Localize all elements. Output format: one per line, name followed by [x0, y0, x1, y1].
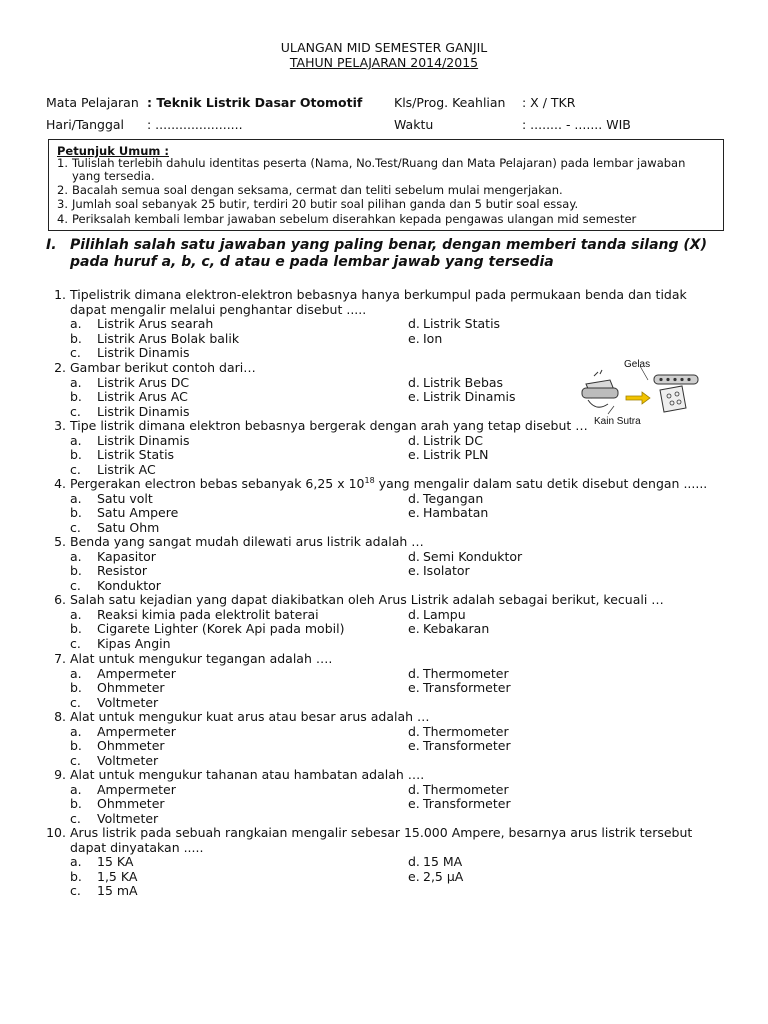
figure-label-glass: Gelas: [624, 359, 651, 370]
instructions-title: Petunjuk Umum :: [57, 144, 169, 158]
academic-year: TAHUN PELAJARAN 2014/2015: [289, 55, 479, 70]
date-label: Hari/Tanggal: [46, 117, 125, 132]
question-number: 4.: [54, 476, 66, 491]
question-number: 3.: [54, 418, 66, 433]
question-text: Pergerakan electron bebas sebanyak 6,25 x $10^{18}$ yang mengalir dalam satu detik disebut dengan ......: [70, 475, 708, 491]
static-electricity-figure: [578, 356, 700, 428]
question-number: 10.: [46, 825, 66, 840]
question-text: Alat untuk mengukur kuat arus atau besar arus adalah …: [70, 709, 430, 724]
date-value: : ......................: [147, 117, 243, 132]
question-text: Arus listrik pada sebuah rangkaian mengalir sebesar 15.000 Ampere, besarnya arus listrik tersebut dapat dinyatakan .....: [70, 825, 693, 855]
question-number: 7.: [54, 651, 66, 666]
instructions-box: Petunjuk Umum : 1. Tulislah terlebih dahulu identitas peserta (Nama, No.Test/Ruang dan Mata Pelajaran) pada lembar jawaban yang tersedia. 2. Bacalah semua soal dengan seksama, cermat dan teliti sebelum mulai mengerjakan. 3. Jumlah soal sebanyak 25 butir, terdiri 20 butir soal pilihan ganda dan 5 butir soal essay. 4. Periksalah kembali lembar jawaban sebelum diserahkan kepada pengawas ulangan mid semester: [48, 139, 724, 231]
program-value: : X / TKR: [522, 95, 576, 110]
question-text: Alat untuk mengukur tahanan atau hambatan adalah ….: [70, 767, 425, 782]
instruction-item: 1. Tulislah terlebih dahulu identitas peserta (Nama, No.Test/Ruang dan Mata Pelajaran) pada lembar jawaban yang tersedia.: [57, 156, 686, 183]
question-number: 6.: [54, 592, 66, 607]
question-text: Salah satu kejadian yang dapat diakibatkan oleh Arus Listrik adalah sebagai berikut, kecuali …: [70, 592, 664, 607]
program-label: Kls/Prog. Keahlian: [394, 95, 506, 110]
question-text: Gambar berikut contoh dari…: [70, 360, 256, 375]
question-number: 2.: [54, 360, 66, 375]
question-number: 8.: [54, 709, 66, 724]
question-number: 5.: [54, 534, 66, 549]
question-text: Tipe listrik dimana elektron bebasnya bergerak dengan arah yang tetap disebut …: [70, 418, 588, 433]
exam-title: ULANGAN MID SEMESTER GANJIL: [280, 40, 488, 55]
question-number: 1.: [54, 287, 66, 302]
question-text: Alat untuk mengukur tegangan adalah ….: [70, 651, 333, 666]
subject-label: Mata Pelajaran: [46, 95, 139, 110]
figure-label-cloth: Kain Sutra: [594, 416, 641, 427]
question-number: 9.: [54, 767, 66, 782]
time-value: : ........ - ....... WIB: [522, 117, 631, 132]
subject-value: : Teknik Listrik Dasar Otomotif: [147, 95, 363, 110]
question-text: Tipelistrik dimana elektron-elektron bebasnya hanya berkumpul pada permukaan benda dan tidak dapat mengalir melalui penghantar disebut .....: [70, 287, 687, 317]
time-label: Waktu: [394, 117, 434, 132]
question-text: Benda yang sangat mudah dilewati arus listrik adalah …: [70, 534, 424, 549]
